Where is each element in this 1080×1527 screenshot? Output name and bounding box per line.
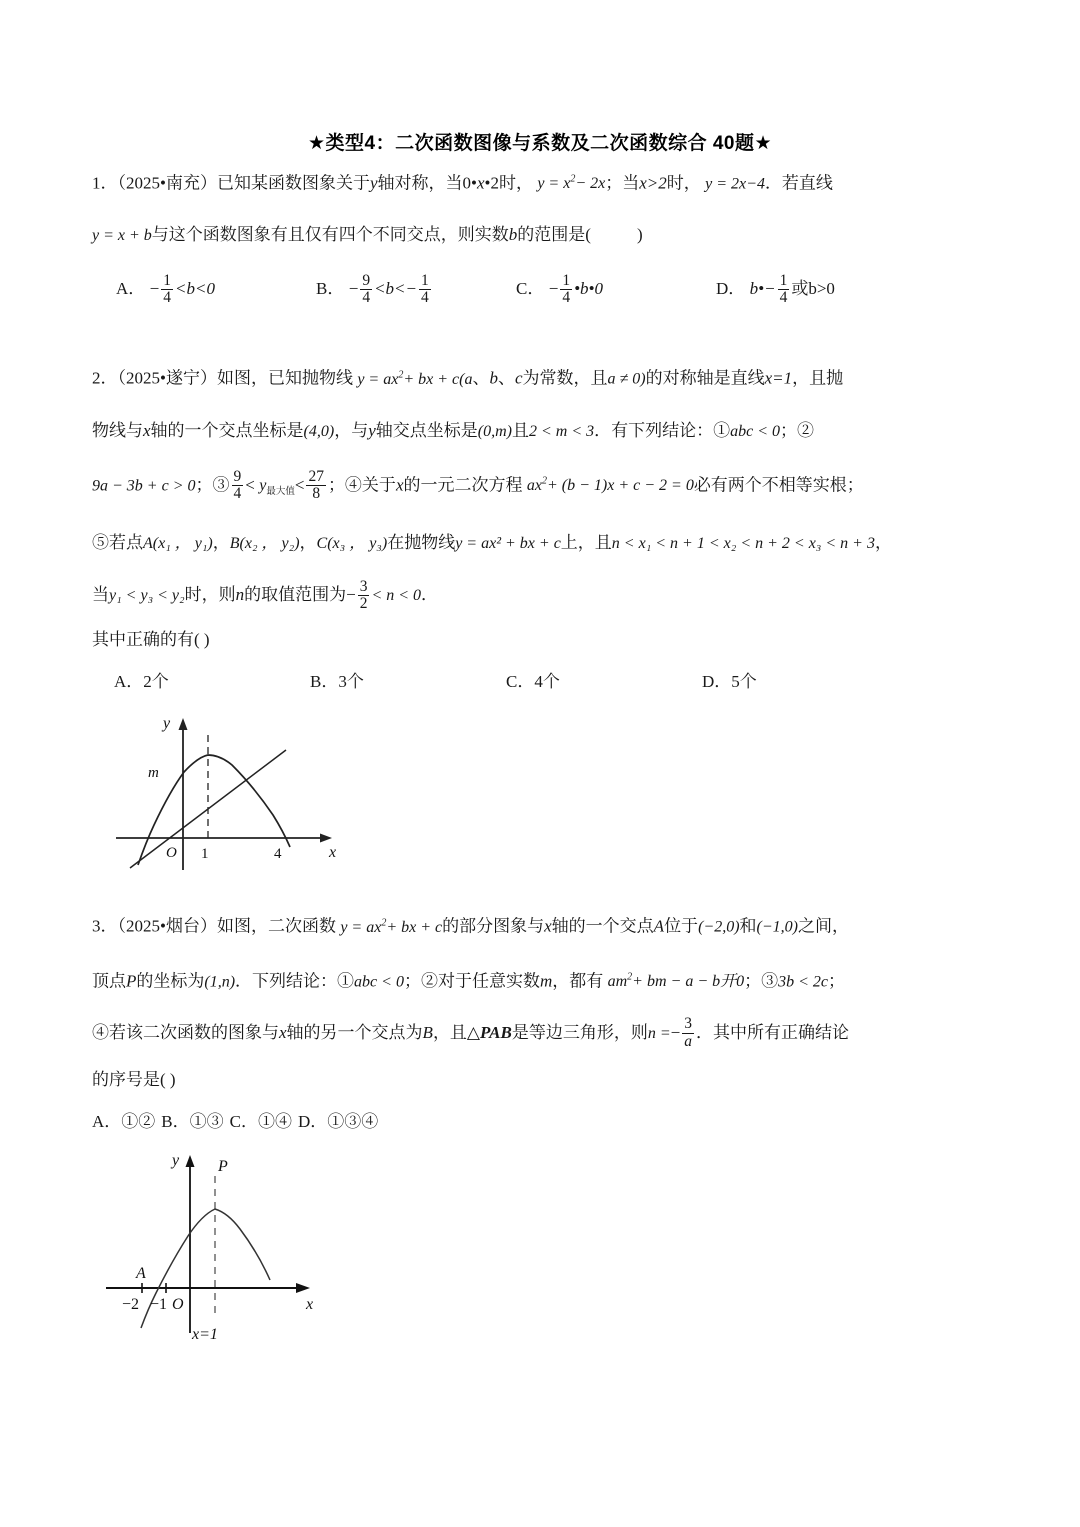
frac-3-2-den: 2 bbox=[359, 595, 368, 613]
option-b-denominator-1: 4 bbox=[362, 289, 371, 307]
option-b-label: B． bbox=[316, 279, 345, 299]
axis-equation-label: x=1 bbox=[192, 1325, 218, 1343]
problem-2-point-B: B(x₂ ， y₂) bbox=[229, 535, 300, 553]
problem-1-line-1 bbox=[92, 155, 992, 209]
problem-2-line-5 bbox=[92, 569, 992, 621]
problem-1-expr-1-rest: − 2x bbox=[575, 175, 606, 193]
problem-1-cond1-le1: • bbox=[471, 173, 477, 193]
option-a-expr: <b<0 bbox=[175, 279, 215, 299]
problem-2-l2-point-0-m: (0,m) bbox=[477, 422, 512, 440]
problem-2-sep-2: 、 bbox=[497, 368, 515, 388]
option-a-label: A． bbox=[116, 279, 146, 299]
problem-3-point-neg2: (−2,0) bbox=[698, 918, 740, 936]
problem-3-l3-a: ④若该二次函数的图象与 bbox=[92, 1022, 279, 1042]
problem-2-l2-i: ．有下列结论：① bbox=[594, 420, 731, 440]
problem-3-c2-rest: + bm − a − b开0 bbox=[632, 972, 745, 990]
p2-option-d-text: 5个 bbox=[731, 672, 757, 692]
problem-2-expr-base: y = ax bbox=[357, 370, 399, 388]
problem-1-text-after-y: 轴对称，当 bbox=[377, 173, 463, 193]
option-d-fraction bbox=[778, 273, 790, 307]
problem-2-option-a[interactable] bbox=[114, 658, 310, 705]
problem-2-expr-rest: + bx + c(a bbox=[403, 370, 473, 388]
problem-2-l2-d: ，与 bbox=[334, 420, 369, 440]
problem-2-l5-a: 当 bbox=[92, 585, 109, 605]
problem-3-l1-b: 的部分图象与 bbox=[442, 916, 545, 936]
problem-2-l2-point-4-0: (4,0) bbox=[303, 422, 335, 440]
frac-3-a-num: 3 bbox=[684, 1015, 692, 1033]
problem-3-l1-d: 位于 bbox=[664, 916, 699, 936]
p2-option-d-label: D． bbox=[702, 672, 732, 692]
problem-2-line-4 bbox=[92, 517, 992, 569]
problem-3-l1-x: x bbox=[544, 916, 552, 936]
problem-3-point-B-label: B bbox=[422, 1022, 433, 1042]
x-axis-arrow bbox=[320, 834, 332, 843]
option-d-pre: b•− bbox=[749, 279, 776, 299]
frac-27-8-den: 8 bbox=[306, 485, 326, 502]
option-d-label: D． bbox=[716, 279, 746, 299]
problem-2-l4-comma2: ， bbox=[299, 533, 317, 553]
option-a-sign: − bbox=[149, 279, 160, 299]
problem-1-cond1-b: 2 bbox=[490, 173, 499, 193]
problem-3-vertex-coord: (1,n) bbox=[204, 972, 236, 990]
tick-label-4: 4 bbox=[274, 846, 282, 863]
problem-2-prompt: 其中正确的有( ) bbox=[92, 630, 210, 650]
problem-2-axis-eq: x=1 bbox=[764, 368, 793, 388]
problem-2-l4-parabola: y = ax² + bx + c bbox=[455, 535, 561, 553]
y-axis-label: y bbox=[163, 715, 171, 733]
problem-3-line-3 bbox=[92, 1007, 992, 1059]
option-c-numerator: 1 bbox=[562, 271, 571, 289]
problem-2-option-b[interactable] bbox=[310, 658, 506, 705]
tick-label-1: 1 bbox=[201, 846, 209, 863]
problem-2-lt-1: < bbox=[245, 474, 255, 494]
frac-3-a-den: a bbox=[684, 1032, 692, 1050]
problem-3-l2-c: ．下列结论：① bbox=[235, 970, 355, 990]
problem-2-lead: 如图，已知抛物线 bbox=[216, 368, 353, 388]
problem-3-options bbox=[92, 1100, 992, 1143]
p2-option-c-text: 4个 bbox=[534, 672, 560, 692]
problem-2-ymax-sub: 最大值 bbox=[266, 487, 295, 498]
problem-1-expr-1-base: y = x bbox=[537, 175, 571, 193]
problem-1-options bbox=[92, 261, 992, 316]
problem-1-expr-1 bbox=[537, 175, 605, 192]
problem-3-l2-b: 的坐标为 bbox=[136, 970, 205, 990]
p2-option-c-label: C． bbox=[506, 672, 535, 692]
problem-3-l2-m: m bbox=[539, 970, 553, 990]
problem-1-expr-1-exponent: 2 bbox=[570, 174, 576, 185]
option-b-denominator-2: 4 bbox=[420, 289, 429, 307]
problem-2-source: （2025•遂宁） bbox=[117, 368, 217, 388]
option-b-sign: − bbox=[348, 279, 359, 299]
problem-3 bbox=[92, 898, 992, 1348]
option-a-denominator: 4 bbox=[163, 289, 171, 307]
problem-1-option-a[interactable] bbox=[116, 261, 316, 316]
problem-2-l5-e: ． bbox=[421, 585, 439, 605]
problem-3-c2-exp: 2 bbox=[627, 971, 633, 983]
m-label: m bbox=[148, 765, 159, 782]
problem-2-eq-rest: + (b − 1)x + c − 2 = 0 bbox=[546, 476, 694, 494]
p2-option-a-label: A． bbox=[114, 672, 144, 692]
problem-2-frac-9-4 bbox=[232, 469, 244, 503]
page-title: ★类型4：二次函数图像与系数及二次函数综合 40题★ bbox=[307, 133, 773, 154]
problem-2-l3-b: ；③ bbox=[195, 474, 230, 494]
problem-2-l5-b: 时，则 bbox=[184, 585, 236, 605]
problem-3-vertex-P-label: P bbox=[126, 970, 137, 990]
problem-1-cond1-x: x bbox=[476, 173, 485, 193]
problem-3-triangle-PAB: PAB bbox=[480, 1022, 512, 1042]
problem-1-line-b: b bbox=[508, 225, 518, 245]
option-d-numerator: 1 bbox=[779, 271, 788, 289]
problem-2-l4-a: ⑤若点 bbox=[92, 533, 143, 553]
problem-2-l5-sign: − bbox=[346, 585, 356, 605]
problem-3-n-sign: − bbox=[670, 1022, 681, 1042]
p3-option-a-label: A． bbox=[92, 1111, 122, 1131]
problem-1-cond1-le2: • bbox=[484, 173, 491, 193]
problem-2-l2-m-range: 2 < m < 3 bbox=[528, 422, 595, 440]
problem-3-point-neg1: (−1,0) bbox=[756, 918, 798, 936]
problem-1-expr-2: y = 2x−4 bbox=[705, 175, 765, 193]
problem-3-expr-base: y = ax bbox=[340, 918, 382, 936]
p3-option-c-label: C． bbox=[229, 1111, 258, 1131]
problem-3-option-a[interactable] bbox=[92, 1111, 155, 1131]
problem-1-y-axis: y bbox=[369, 173, 378, 193]
option-a-fraction bbox=[161, 273, 173, 307]
problem-2-eq-base: ax bbox=[526, 476, 542, 494]
problem-2-frac-27-8 bbox=[306, 469, 326, 503]
problem-1-cond1-a: 0 bbox=[462, 173, 471, 193]
problem-2-l2-a: 物线与 bbox=[92, 420, 143, 440]
problem-3-l3-x: x bbox=[279, 1022, 287, 1042]
problem-2-l2-y: y bbox=[368, 420, 376, 440]
problem-2-line1-tail: ，且抛 bbox=[792, 368, 844, 388]
option-d-denominator: 4 bbox=[779, 289, 788, 307]
problem-3-line-2 bbox=[92, 953, 992, 1007]
tick-label-neg1: −1 bbox=[150, 1295, 168, 1313]
problem-2-l5-inequality: y₁ < y₃ < y₂ bbox=[109, 587, 185, 605]
option-c-expr: •b•0 bbox=[574, 279, 603, 299]
problem-2-line-3 bbox=[92, 457, 992, 518]
problem-3-l3-e: ．其中所有正确结论 bbox=[695, 1022, 849, 1042]
problem-2-l3-x: x bbox=[395, 474, 404, 494]
problem-3-l1-c: 轴的一个交点 bbox=[551, 916, 654, 936]
problem-1-option-d[interactable] bbox=[716, 261, 835, 316]
problem-1-text-lead: 已知某函数图象关于 bbox=[216, 173, 370, 193]
x-axis-label: x bbox=[329, 844, 337, 862]
problem-3-l2-a: 顶点 bbox=[92, 970, 126, 990]
problem-3-n-eq: n = bbox=[647, 1024, 671, 1042]
problem-1-cond2: x>2 bbox=[639, 173, 667, 193]
problem-3-line-1 bbox=[92, 898, 992, 952]
problem-2-frac-3-2 bbox=[358, 579, 370, 613]
problem-3-conclusion-3: 3b < 2c bbox=[778, 972, 829, 990]
problem-3-l3-c: ，且△ bbox=[432, 1022, 481, 1042]
problem-1-period: ．若直线 bbox=[764, 173, 833, 193]
problem-2-number: 2． bbox=[92, 368, 118, 388]
problem-3-l2-e: ；②对于任意实数 bbox=[403, 970, 540, 990]
problem-2-line-2 bbox=[92, 405, 992, 457]
problem-2-l4-d: ， bbox=[874, 533, 892, 553]
problem-2-l5-d: < n < 0 bbox=[371, 587, 422, 605]
problem-2-l3-f: 必有两个不相等实根； bbox=[693, 474, 864, 494]
p2-option-a-text: 2个 bbox=[143, 672, 169, 692]
frac-9-4-den: 4 bbox=[233, 485, 242, 503]
problem-3-expr-rest: + bx + c bbox=[386, 918, 443, 936]
problem-2-l3-c: ；④关于 bbox=[327, 474, 396, 494]
problem-2-figure bbox=[92, 705, 992, 880]
problem-3-point-A-label: A bbox=[653, 916, 665, 936]
problem-3-option-d[interactable] bbox=[298, 1111, 378, 1131]
point-label-A: A bbox=[136, 1264, 146, 1282]
problem-2-point-C: C(x₃ ， y₃) bbox=[316, 535, 388, 553]
y-axis-arrow bbox=[186, 1155, 195, 1167]
problem-3-option-c[interactable] bbox=[230, 1111, 292, 1131]
problem-1-line-2 bbox=[92, 209, 992, 261]
problem-2 bbox=[92, 350, 992, 880]
x-axis-arrow bbox=[296, 1283, 310, 1293]
problem-3-l3-d: 是等边三角形，则 bbox=[511, 1022, 648, 1042]
problem-2-l2-x: x bbox=[143, 420, 151, 440]
problem-2-conclusion-2: 9a − 3b + c > 0 bbox=[92, 476, 196, 494]
p3-option-a-text: ①② bbox=[121, 1111, 156, 1131]
problem-2-l3-d: 的一元二次方程 bbox=[403, 474, 523, 494]
problem-1-cond1-tail: 时， bbox=[498, 173, 533, 193]
problem-2-line-1 bbox=[92, 350, 992, 404]
problem-3-expr bbox=[340, 919, 442, 936]
problem-2-ymax-base: y bbox=[259, 476, 267, 494]
problem-3-figure bbox=[92, 1143, 992, 1348]
problem-2-quadratic-eq bbox=[527, 477, 694, 494]
option-b-fraction-1 bbox=[360, 273, 372, 307]
problem-3-l2-f: ，都有 bbox=[552, 970, 604, 990]
option-a-numerator: 1 bbox=[163, 271, 171, 289]
problem-2-parabola-expr bbox=[357, 371, 472, 388]
problem-2-const-text: 为常数，且 bbox=[522, 368, 608, 388]
problem-2-l4-b: 在抛物线 bbox=[387, 533, 456, 553]
problem-2-options bbox=[92, 658, 992, 705]
option-c-fraction bbox=[560, 273, 572, 307]
problem-3-lead: 如图，二次函数 bbox=[216, 916, 336, 936]
problem-3-conclusion-1: abc < 0 bbox=[354, 972, 404, 990]
problem-2-expr-exp: 2 bbox=[398, 369, 404, 381]
problem-2-l5-n: n bbox=[235, 585, 245, 605]
problem-1-semi: ；当 bbox=[605, 173, 640, 193]
spacer-1 bbox=[92, 316, 992, 350]
problem-1-option-c[interactable] bbox=[516, 261, 716, 316]
option-b-fraction-2 bbox=[419, 273, 431, 307]
frac-3-2-num: 3 bbox=[359, 577, 368, 595]
problem-1 bbox=[92, 155, 992, 316]
problem-1-line-tail: 的范围是( bbox=[517, 225, 591, 245]
problem-3-line-4 bbox=[92, 1059, 992, 1100]
problem-1-cond2-tail: 时， bbox=[666, 173, 701, 193]
problem-3-expr-exp: 2 bbox=[381, 917, 387, 929]
p3-option-d-label: D． bbox=[297, 1111, 328, 1131]
problem-2-axis-text: 的对称轴是直线 bbox=[645, 368, 765, 388]
problem-1-option-b[interactable] bbox=[316, 261, 516, 316]
problem-3-l2-h: ；③ bbox=[744, 970, 779, 990]
problem-2-l4-c: 上，且 bbox=[560, 533, 612, 553]
option-b-numerator-1: 9 bbox=[362, 271, 371, 289]
problem-1-line-rest: 与这个函数图象有且仅有四个不同交点，则实数 bbox=[151, 225, 509, 245]
x-axis-label: x bbox=[306, 1295, 314, 1313]
tick-label-neg2: −2 bbox=[122, 1295, 140, 1313]
spacer-2 bbox=[92, 880, 992, 898]
problem-2-line-6 bbox=[92, 621, 992, 658]
p3-option-d-text: ①③④ bbox=[327, 1111, 379, 1131]
p2-option-b-text: 3个 bbox=[338, 672, 364, 692]
problem-3-frac-3-a bbox=[682, 1016, 694, 1050]
problem-2-eq-exp: 2 bbox=[541, 475, 547, 487]
problem-2-figure-svg bbox=[108, 705, 358, 880]
problem-2-l4-inequality: n < x₁ < n + 1 < x₂ < n + 2 < x₃ < n + 3 bbox=[611, 535, 875, 553]
option-c-label: C． bbox=[516, 279, 545, 299]
y-axis-arrow bbox=[179, 718, 188, 730]
problem-3-prompt: 的序号是( ) bbox=[92, 1069, 176, 1089]
problem-3-option-b[interactable] bbox=[161, 1111, 223, 1131]
problem-2-sep-1: 、 bbox=[472, 368, 490, 388]
problem-1-number: 1． bbox=[92, 173, 118, 193]
document-body bbox=[0, 155, 1080, 1348]
parabola-curve bbox=[138, 755, 290, 865]
problem-2-a-nonzero: a ≠ 0) bbox=[607, 370, 646, 388]
paren-close-1: ) bbox=[636, 225, 643, 245]
problem-2-coef-b: b bbox=[489, 368, 498, 388]
option-b-expr: <b<− bbox=[374, 279, 417, 299]
p3-option-b-text: ①③ bbox=[189, 1111, 224, 1131]
problem-3-l3-b: 轴的另一个交点为 bbox=[286, 1022, 423, 1042]
problem-3-l2-j: ； bbox=[828, 970, 846, 990]
problem-3-l1-f: 之间， bbox=[797, 916, 849, 936]
p3-option-b-label: B． bbox=[161, 1111, 190, 1131]
problem-2-l2-b: 轴的一个交点坐标是 bbox=[150, 420, 304, 440]
problem-1-line-expr: y = x + b bbox=[92, 227, 152, 245]
problem-2-l2-g: 且 bbox=[511, 420, 529, 440]
option-b-numerator-2: 1 bbox=[420, 271, 429, 289]
problem-1-source: （2025•南充） bbox=[117, 173, 217, 193]
problem-2-conclusion-1: abc < 0 bbox=[730, 422, 781, 440]
problem-2-point-A: A(x₁ ， y₁) bbox=[143, 535, 213, 553]
problem-2-option-d[interactable] bbox=[702, 658, 757, 705]
problem-2-option-c[interactable] bbox=[506, 658, 702, 705]
problem-2-l2-e: 轴交点坐标是 bbox=[375, 420, 478, 440]
origin-label: O bbox=[166, 845, 177, 862]
problem-3-number: 3． bbox=[92, 916, 118, 936]
option-d-expr: 或b>0 bbox=[791, 279, 835, 299]
p3-option-c-text: ①④ bbox=[257, 1111, 292, 1131]
problem-2-ymax bbox=[259, 476, 295, 498]
frac-27-8-num: 27 bbox=[308, 467, 324, 485]
option-c-denominator: 4 bbox=[562, 289, 571, 307]
problem-3-conclusion-2 bbox=[608, 973, 745, 990]
problem-3-source: （2025•烟台） bbox=[117, 916, 217, 936]
vertex-label-P: P bbox=[218, 1157, 228, 1175]
y-axis-label: y bbox=[172, 1151, 180, 1169]
problem-2-l5-c: 的取值范围为 bbox=[244, 585, 347, 605]
problem-3-c2-base: am bbox=[607, 972, 628, 990]
problem-2-l2-k: ；② bbox=[780, 420, 815, 440]
problem-3-l1-e: 和 bbox=[739, 916, 757, 936]
p2-option-b-label: B． bbox=[310, 672, 339, 692]
origin-label: O bbox=[172, 1295, 184, 1313]
option-c-sign: − bbox=[548, 279, 559, 299]
frac-9-4-num: 9 bbox=[233, 467, 242, 485]
problem-3-figure-svg bbox=[100, 1143, 350, 1348]
problem-2-l4-comma1: ， bbox=[212, 533, 230, 553]
problem-2-lt-2: < bbox=[294, 474, 305, 494]
problem-2-coef-c: c bbox=[514, 368, 523, 388]
